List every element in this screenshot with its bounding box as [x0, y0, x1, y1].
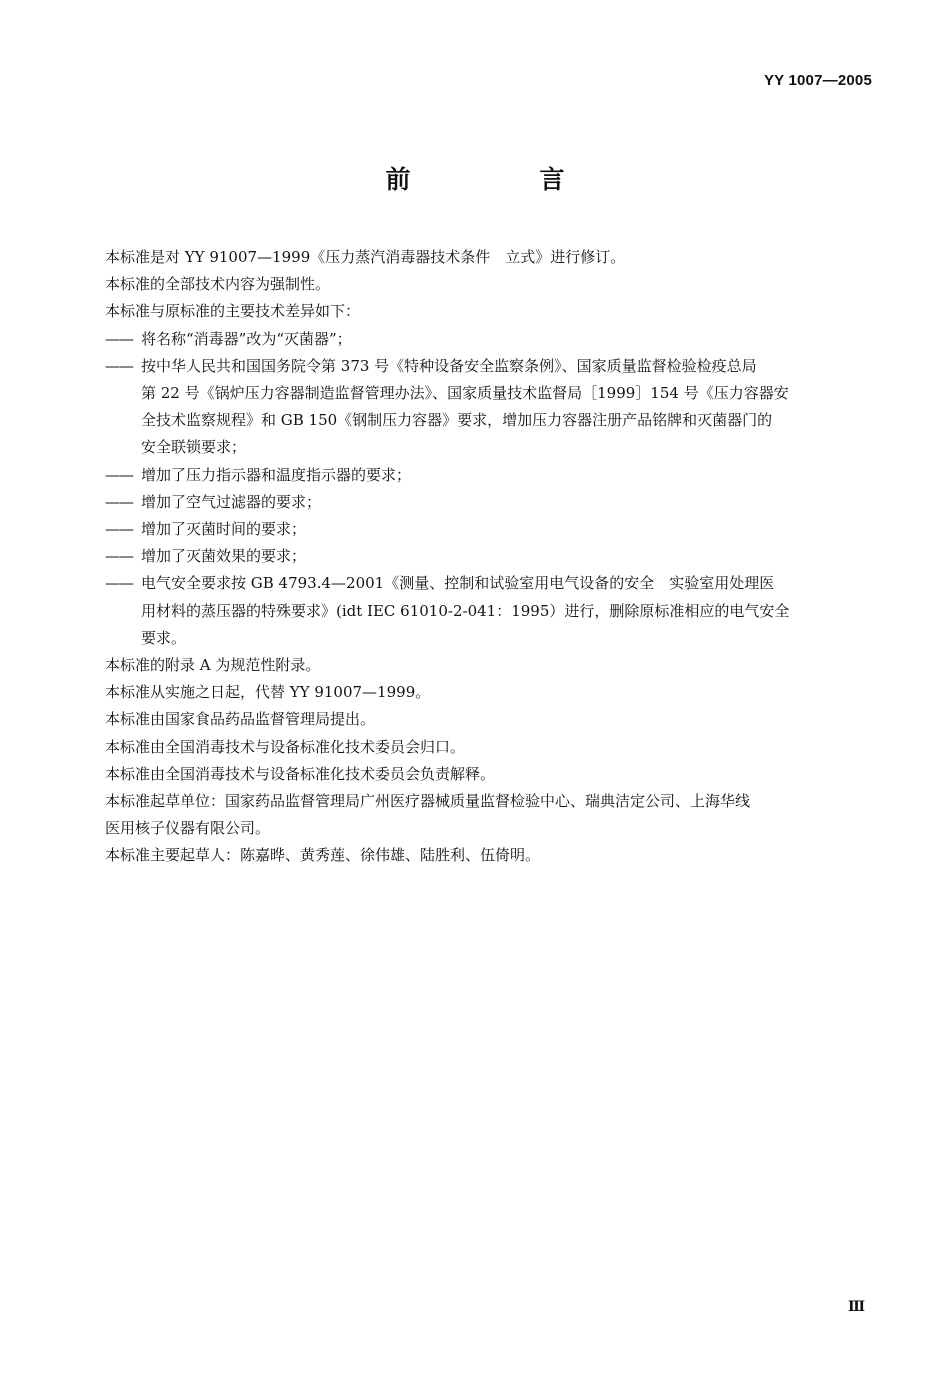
- paragraph-centralized-by: 本标准由全国消毒技术与设备标准化技术委员会归口。: [105, 737, 466, 756]
- paragraph-interpreted-by: 本标准由全国消毒技术与设备标准化技术委员会负责解释。: [105, 764, 496, 783]
- dash-marker: ——: [105, 356, 133, 375]
- dash-marker: ——: [105, 492, 133, 511]
- page-number: Ⅲ: [847, 1299, 865, 1315]
- paragraph-replaces: 本标准从实施之日起，代替 YY 91007—1999。: [105, 683, 431, 702]
- dash-marker: ——: [105, 465, 133, 484]
- difference-text: 将名称“消毒器”改为“灭菌器”；: [141, 329, 352, 348]
- difference-item: [105, 570, 875, 652]
- dash-marker: ——: [105, 547, 133, 566]
- paragraph-revision: 本标准是对 YY 91007—1999《压力蒸汽消毒器技术条件 立式》进行修订。: [105, 248, 626, 266]
- paragraph-drafting-units: 本标准起草单位：国家药品监督管理局广州医疗器械质量监督检验中心、瑞典洁定公司、上海华线: [105, 792, 751, 811]
- paragraph-proposed-by: 本标准由国家食品药品监督管理局提出。: [105, 710, 376, 729]
- difference-text: 安全联锁要求；: [141, 438, 247, 457]
- difference-item: [105, 462, 875, 489]
- dash-marker: ——: [105, 574, 133, 593]
- page-title: 前 言: [385, 165, 617, 194]
- paragraph-drafters: 本标准主要起草人：陈嘉晔、黄秀莲、徐伟雄、陆胜利、伍倚明。: [105, 846, 541, 865]
- difference-item: [105, 326, 875, 353]
- difference-item: [105, 489, 875, 516]
- difference-text: 用材料的蒸压器的特殊要求》(idt IEC 61010-2-041：1995）进行，删除原标准相应的电气安全: [141, 601, 790, 620]
- paragraph-annex: 本标准的附录 A 为规范性附录。: [105, 656, 321, 675]
- paragraph-differences-intro: 本标准与原标准的主要技术差异如下：: [105, 302, 361, 321]
- difference-item: [105, 516, 875, 543]
- difference-text: 增加了灭菌效果的要求；: [141, 547, 307, 566]
- difference-item: [105, 543, 875, 570]
- standard-code: YY 1007—2005: [763, 72, 872, 89]
- paragraph-drafting-units-continued: 医用核子仪器有限公司。: [105, 819, 271, 838]
- difference-text: 第 22 号《锅炉压力容器制造监督管理办法》、国家质量技术监督局［1999］154 号《压力容器安: [141, 384, 789, 403]
- dash-marker: ——: [105, 520, 133, 539]
- difference-text: 增加了灭菌时间的要求；: [141, 520, 307, 539]
- difference-text: 增加了空气过滤器的要求；: [141, 492, 322, 511]
- difference-text: 按中华人民共和国国务院令第 373 号《特种设备安全监察条例》、国家质量监督检验检疫总局: [141, 356, 757, 375]
- dash-marker: ——: [105, 329, 133, 348]
- difference-text: 增加了压力指示器和温度指示器的要求；: [141, 465, 412, 484]
- difference-text: 全技术监察规程》和 GB 150《钢制压力容器》要求，增加压力容器注册产品铭牌和灭菌器门的: [141, 411, 773, 430]
- paragraph-mandatory: 本标准的全部技术内容为强制性。: [105, 275, 331, 294]
- foreword-body: [105, 244, 875, 870]
- difference-text: 要求。: [141, 628, 187, 647]
- difference-text: 电气安全要求按 GB 4793.4—2001《测量、控制和试验室用电气设备的安全 实验室用处理医: [141, 574, 775, 593]
- difference-item: [105, 353, 875, 462]
